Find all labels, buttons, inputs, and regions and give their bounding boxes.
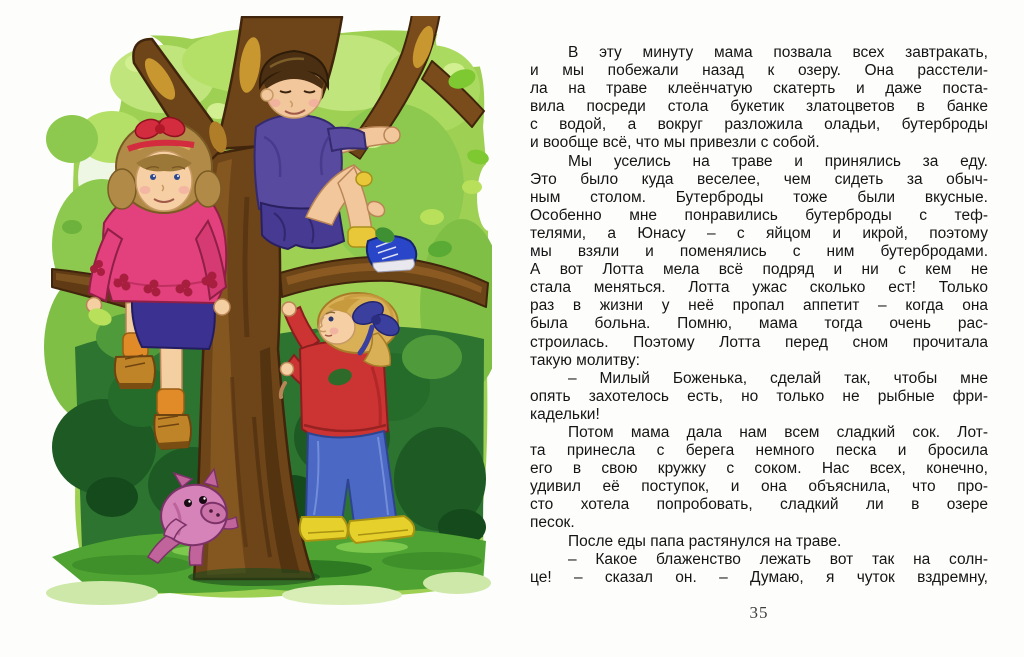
- text-line: удивил её поступок, и она объяснила, что про-: [530, 478, 988, 496]
- text-line: была больна. Помню, мама тогда очень рас-: [530, 315, 988, 333]
- text-line: После еды папа растянулся на траве.: [568, 532, 842, 550]
- text-line: – Милый Боженька, сделай так, чтобы мне: [568, 369, 988, 387]
- text-line: та принесла с берега немного песка и бросила: [530, 442, 988, 460]
- page-number: 35: [749, 603, 769, 622]
- text-line: песок.: [530, 514, 575, 532]
- text-line: стала меняться. Лотта ужас сколько ест! Только: [530, 279, 988, 297]
- text-line: и вообще всё, что мы привезли с собой.: [530, 134, 820, 152]
- text-line: Мы уселись на траве и принялись за еду.: [568, 152, 988, 170]
- text-line: А вот Лотта мела всё подряд и ни с кем не: [530, 261, 988, 279]
- text-line: – Какое блаженство лежать вот так на солн-: [568, 550, 988, 568]
- text-line: раз в жизни у неё пропал аппетит – когда она: [530, 297, 988, 315]
- text-line: строилась. Поэтому Лотта перед сном прочитала: [530, 333, 988, 351]
- story-text: [530, 44, 988, 587]
- text-line: ным столом. Бутерброды тоже были вкусные.: [530, 188, 988, 206]
- text-line: це! – сказал он. – Думаю, я чуток вздремну,: [530, 568, 988, 586]
- text-line: Особенно мне понравились бутерброды с теф-: [530, 206, 988, 224]
- text-line: с водой, а вокруг разложила оладьи, бутерброды: [530, 116, 988, 134]
- text-line: В эту минуту мама позвала всех завтракать,: [568, 44, 988, 61]
- text-line: Потом мама дала нам всем сладкий сок. Лот-: [568, 423, 988, 441]
- text-line: сто хотела попробовать, сладкий ли в озере: [530, 496, 988, 514]
- text-line: его в свою кружку с соком. Нас всех, конечно,: [530, 460, 988, 478]
- text-line: ла на траве клеёнчатую скатерть и даже поста-: [530, 80, 988, 98]
- text-line: мы взяли и поменялись с ним бутербродами.: [530, 243, 988, 261]
- text-line: телями, а Юнасу – с яйцом и икрой, поэтому: [530, 224, 988, 242]
- text-line: и мы побежали назад к озеру. Она расстели-: [530, 62, 988, 80]
- text-line: вила посреди стола букетик златоцветов в банке: [530, 98, 988, 116]
- book-illustration: [42, 16, 492, 620]
- text-line: кадельки!: [530, 405, 600, 423]
- text-line: опять захотелось есть, но только не рыбные фри-: [530, 387, 988, 405]
- text-line: Это было куда веселее, чем сидеть за обыч-: [530, 170, 988, 188]
- text-line: такую молитву:: [530, 351, 640, 369]
